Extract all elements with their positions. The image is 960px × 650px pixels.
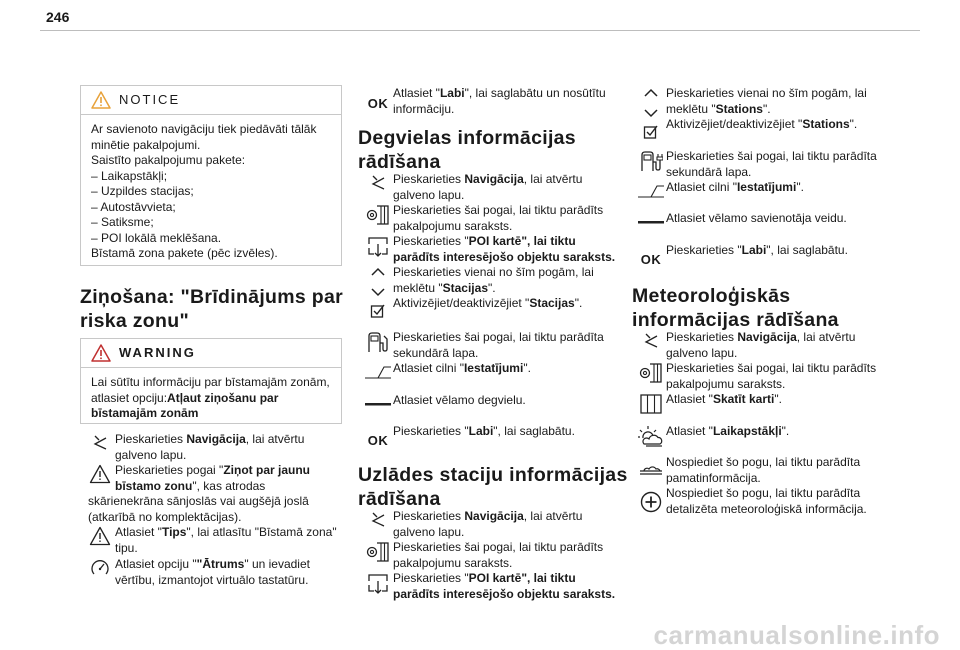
step-text: Pieskarieties "Labi", lai saglabātu. xyxy=(393,424,575,438)
services-list-icon xyxy=(363,540,393,571)
weather-step-map xyxy=(636,392,782,415)
watermark: carmanualsonline.info xyxy=(653,619,940,650)
notice-line: minētie pakalpojumi. xyxy=(91,137,201,152)
step-text: Pieskarieties Navigācija, lai atvērtu galveno lapu. xyxy=(393,172,583,202)
step-text: Pieskarieties "Labi", lai saglabātu. xyxy=(666,243,848,257)
selection-bar-icon xyxy=(636,211,666,228)
section-heading-fuel xyxy=(358,126,576,174)
heading-line: rādīšana xyxy=(358,151,441,173)
charge-step-secondary xyxy=(636,149,877,180)
step-text: Atlasiet "Laikapstākļi". xyxy=(666,424,790,438)
notice-line: – Satiksme; xyxy=(91,215,154,229)
step-text: Pieskarieties "POI kartē", lai tiktu parādīts interesējošo objektu saraksts. xyxy=(393,234,616,264)
step-text: Pieskarieties šai pogai, lai tiktu parādīts pakalpojumu saraksts. xyxy=(393,203,604,233)
hazard-triangle-icon xyxy=(85,463,115,494)
fuel-step-poi-map xyxy=(363,234,615,265)
secondary-page-icon xyxy=(363,330,393,361)
navigation-arrow-icon xyxy=(85,432,115,463)
settings-tab-icon xyxy=(636,180,666,199)
notice-line: – Autostāvvieta; xyxy=(91,199,176,214)
notice-line: Bīstamā zona pakete (pēc izvēles). xyxy=(91,246,278,260)
step-text: Pieskarieties vienai no šīm pogām, lai meklētu "Stacijas". xyxy=(393,265,594,295)
heading-line: Ziņošana: "Brīdinājums par xyxy=(80,286,344,308)
step-text: Atlasiet cilni "Iestatījumi". xyxy=(666,180,804,194)
notice-line: Ar savienoto navigāciju tiek piedāvāti tālāk xyxy=(91,122,317,136)
heading-line: riska zonu" xyxy=(80,310,189,332)
step-text: Atlasiet "Tips", lai atlasītu "Bīstamā zona" tipu. xyxy=(115,525,337,555)
warning-title: WARNING xyxy=(119,345,196,361)
notice-body xyxy=(91,115,331,262)
arrows-up-down-icon xyxy=(363,265,393,300)
fuel-step-toggle xyxy=(363,296,582,319)
warning-icon xyxy=(91,344,111,362)
step-text: Aktivizējiet/deaktivizējiet "Stacijas". xyxy=(393,296,583,310)
navigation-arrow-icon xyxy=(363,509,393,540)
notice-warning-icon xyxy=(91,91,111,109)
step-text: Pieskarieties šai pogai, lai tiktu parādīts pakalpojumu saraksts. xyxy=(666,361,877,391)
fuel-step-services xyxy=(363,203,603,234)
charging-station-icon xyxy=(636,149,666,180)
step-text: Atlasiet "Labi", lai saglabātu un nosūtītu informāciju. xyxy=(393,86,606,116)
notice-title: NOTICE xyxy=(119,92,181,108)
charge-step-services xyxy=(363,540,603,571)
step-text: Pieskarieties Navigācija, lai atvērtu galveno lapu. xyxy=(666,330,856,360)
ok-button-icon: OK xyxy=(367,433,389,448)
charge-step-settings xyxy=(636,180,804,199)
step-open-navigation xyxy=(85,432,304,463)
fuel-step-secondary xyxy=(363,330,604,361)
step-text: Pieskarieties Navigācija, lai atvērtu galveno lapu. xyxy=(393,509,583,539)
plus-circle-icon xyxy=(636,486,666,517)
weather-sun-cloud-icon xyxy=(636,424,666,447)
step-text: Atlasiet vēlamo degvielu. xyxy=(393,393,526,407)
speedometer-icon xyxy=(85,557,115,588)
charge-step-poi-map xyxy=(363,571,615,602)
fuel-step-select xyxy=(363,393,526,410)
fuel-step-navigation xyxy=(363,172,582,203)
step-text: Atlasiet opciju ""Ātrums" un ievadiet vērtību, izmantojot virtuālo tastatūru. xyxy=(115,557,310,587)
step-text: Pieskarieties vienai no šīm pogām, lai meklētu "Stations". xyxy=(666,86,867,116)
weather-step-detailed xyxy=(636,486,867,517)
heading-line: Meteoroloģiskās xyxy=(632,285,791,307)
step-text: Nospiediet šo pogu, lai tiktu parādīta pamatinformācija. xyxy=(666,455,861,485)
step-text: Atlasiet vēlamo savienotāja veidu. xyxy=(666,211,847,225)
notice-line: – POI lokālā meklēšana. xyxy=(91,230,222,245)
header-divider xyxy=(40,30,920,31)
warning-box xyxy=(80,338,342,424)
warning-line: Lai sūtītu informāciju par bīstamajām zonām, xyxy=(91,375,330,389)
step-text: Atlasiet cilni "Iestatījumi". xyxy=(393,361,531,375)
poi-map-icon xyxy=(363,571,393,602)
step-text: Pieskarieties "POI kartē", lai tiktu parādīts interesējošo objektu saraksts. xyxy=(393,571,616,601)
section-heading-weather xyxy=(632,284,839,332)
heading-line: Uzlādes staciju informācijas xyxy=(358,464,628,486)
services-list-icon xyxy=(636,361,666,392)
heading-line: informācijas rādīšana xyxy=(632,309,839,331)
weather-step-weather xyxy=(636,424,789,447)
charge-step-stations xyxy=(636,86,867,121)
ok-button-icon: OK xyxy=(640,252,662,267)
settings-tab-icon xyxy=(363,361,393,380)
ok-button-icon: OK xyxy=(367,96,389,111)
step-text: Pieskarieties pogai "Ziņot par jaunu bīstamo zonu", kas atrodas xyxy=(115,463,310,493)
navigation-arrow-icon xyxy=(636,330,666,361)
step-text: Pieskarieties šai pogai, lai tiktu parādīta sekundārā lapa. xyxy=(666,149,877,179)
notice-line: Saistīto pakalpojumu pakete: xyxy=(91,153,246,167)
warning-line: bīstamajām zonām xyxy=(91,406,199,420)
notice-line: – Uzpildes stacijas; xyxy=(91,184,194,198)
step-speed xyxy=(85,557,310,588)
charge-step-toggle xyxy=(636,117,857,140)
selection-bar-icon xyxy=(363,393,393,410)
step-text: Pieskarieties šai pogai, lai tiktu parādīts pakalpojumu saraksts. xyxy=(393,540,604,570)
map-view-icon xyxy=(636,392,666,415)
heading-line: rādīšana xyxy=(358,488,441,510)
step-report-hazard xyxy=(85,463,310,494)
fuel-step-settings xyxy=(363,361,531,380)
notice-line: – Laikapstākļi; xyxy=(91,168,168,183)
section-heading-hazard-report xyxy=(80,285,343,333)
hazard-triangle-icon xyxy=(85,525,115,556)
poi-map-icon xyxy=(363,234,393,265)
step-text-continued: skārienekrāna sānjoslās vai augšējā joslā (atkarībā no komplektācijas). xyxy=(88,494,309,524)
navigation-arrow-icon xyxy=(363,172,393,203)
page-number: 246 xyxy=(46,9,70,25)
step-text: Atlasiet "Skatīt karti". xyxy=(666,392,782,406)
step-text: Pieskarieties šai pogai, lai tiktu parādīta sekundārā lapa. xyxy=(393,330,604,360)
warning-body xyxy=(91,368,331,422)
warning-line: atlasiet opciju:Atļaut ziņošanu par xyxy=(91,390,279,405)
step-select-type xyxy=(85,525,337,556)
step-ok-send xyxy=(363,86,606,117)
checkbox-icon xyxy=(363,296,393,319)
fuel-step-stations xyxy=(363,265,594,300)
weather-strip-icon xyxy=(636,455,666,486)
heading-line: Degvielas informācijas xyxy=(358,127,576,149)
step-text: Aktivizējiet/deaktivizējiet "Stations". xyxy=(666,117,858,131)
arrows-up-down-icon xyxy=(636,86,666,121)
services-list-icon xyxy=(363,203,393,234)
weather-step-navigation xyxy=(636,330,855,361)
charge-step-navigation xyxy=(363,509,582,540)
step-text: Nospiediet šo pogu, lai tiktu parādīta detalizēta meteoroloģiskā informācija. xyxy=(666,486,867,516)
step-text: Pieskarieties Navigācija, lai atvērtu galveno lapu. xyxy=(115,432,305,462)
weather-step-basic xyxy=(636,455,860,486)
weather-step-services xyxy=(636,361,876,392)
section-heading-charging xyxy=(358,463,628,511)
charge-step-ok xyxy=(636,243,848,268)
checkbox-icon xyxy=(636,117,666,140)
fuel-step-ok xyxy=(363,424,575,449)
notice-box xyxy=(80,85,342,266)
charge-step-connector xyxy=(636,211,847,228)
